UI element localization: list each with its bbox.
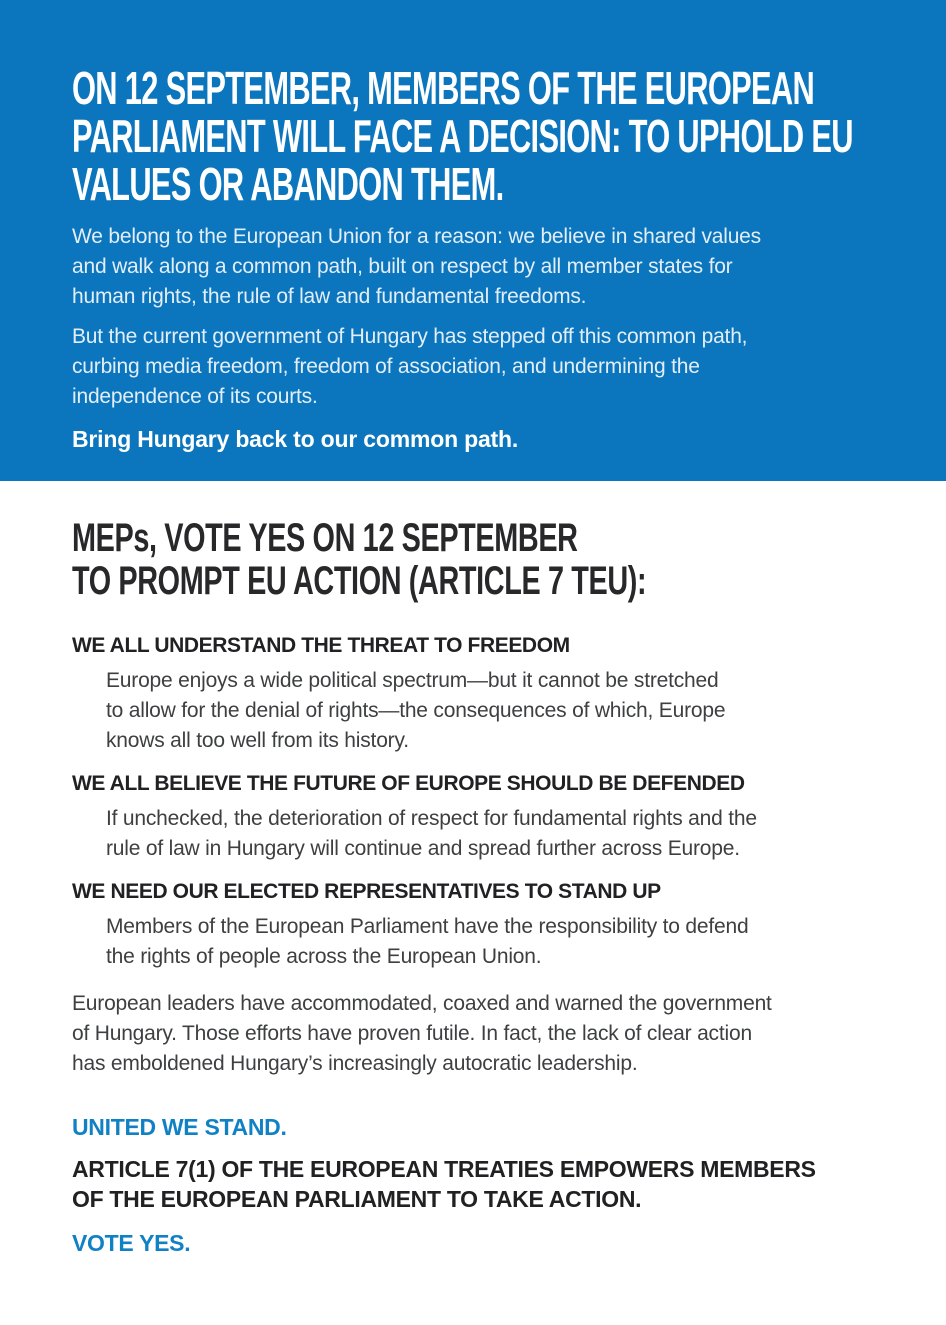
hero-paragraph-values: [72, 222, 874, 312]
text-line: human rights, the rule of law and fundamental freedoms.: [72, 285, 587, 308]
text-line: and walk along a common path, built on respect by all member states for: [72, 255, 733, 278]
point-threat-to-freedom: [72, 633, 874, 756]
hero-headline: [72, 62, 853, 210]
point-paragraph: [106, 912, 874, 972]
text-line: knows all too well from its history.: [106, 729, 409, 752]
text-line: curbing media freedom, freedom of association, and undermining the: [72, 355, 700, 378]
hero-paragraph-hungary: [72, 322, 874, 412]
text-line: the rights of people across the European Union.: [106, 945, 542, 968]
text-line: to allow for the denial of rights—the consequences of which, Europe: [106, 699, 726, 722]
vote-yes-text: VOTE YES.: [72, 1230, 191, 1256]
hero-emphasis-text: Bring Hungary back to our common path.: [72, 426, 519, 452]
text-line: ARTICLE 7(1) OF THE EUROPEAN TREATIES EMPOWERS MEMBERS: [72, 1156, 816, 1182]
text-line: If unchecked, the deterioration of respect for fundamental rights and the: [106, 807, 757, 830]
point-elected-representatives: [72, 879, 874, 972]
text-line: independence of its courts.: [72, 385, 318, 408]
point-title: WE NEED OUR ELECTED REPRESENTATIVES TO STAND UP: [72, 880, 661, 903]
text-line: rule of law in Hungary will continue and spread further across Europe.: [106, 837, 740, 860]
section-heading-line: MEPs, VOTE YES ON 12 SEPTEMBER: [72, 516, 578, 560]
text-line: OF THE EUROPEAN PARLIAMENT TO TAKE ACTION.: [72, 1186, 642, 1212]
text-line: Members of the European Parliament have the responsibility to defend: [106, 915, 749, 938]
hero-headline-line: VALUES OR ABANDON THEM.: [72, 158, 504, 210]
text-line: We belong to the European Union for a reason: we believe in shared values: [72, 225, 761, 248]
hero-headline-line: PARLIAMENT WILL FACE A DECISION: TO UPHOLD EU: [72, 110, 853, 162]
main-section: [0, 481, 946, 1258]
text-line: of Hungary. Those efforts have proven futile. In fact, the lack of clear action: [72, 1022, 752, 1045]
point-paragraph: [106, 666, 874, 756]
text-line: has emboldened Hungary’s increasingly autocratic leadership.: [72, 1052, 638, 1075]
united-we-stand-text: UNITED WE STAND.: [72, 1114, 287, 1140]
hero-headline-line: ON 12 SEPTEMBER, MEMBERS OF THE EUROPEAN: [72, 62, 815, 114]
text-line: European leaders have accommodated, coaxed and warned the government: [72, 992, 772, 1015]
text-line: Europe enjoys a wide political spectrum—but it cannot be stretched: [106, 669, 719, 692]
point-title: WE ALL BELIEVE THE FUTURE OF EUROPE SHOULD BE DEFENDED: [72, 772, 745, 795]
text-line: But the current government of Hungary has stepped off this common path,: [72, 325, 748, 348]
point-future-of-europe: [72, 771, 874, 864]
section-heading: [72, 517, 649, 603]
hero-section: [0, 0, 946, 481]
point-paragraph: [106, 804, 874, 864]
point-title: WE ALL UNDERSTAND THE THREAT TO FREEDOM: [72, 634, 570, 657]
closing-paragraph: [72, 989, 874, 1079]
article-statement: [72, 1154, 874, 1214]
section-heading-line: TO PROMPT EU ACTION (ARTICLE 7 TEU):: [72, 559, 647, 603]
